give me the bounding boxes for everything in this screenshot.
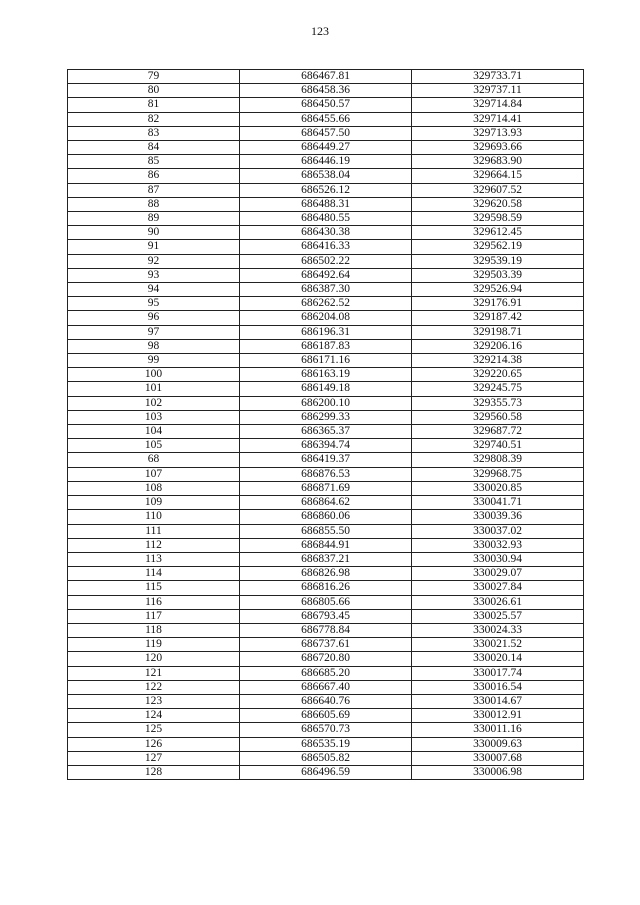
y-coordinate-cell: 329620.58	[412, 197, 584, 211]
x-coordinate-cell: 686805.66	[240, 595, 412, 609]
y-coordinate-cell: 329607.52	[412, 183, 584, 197]
point-number-cell: 114	[68, 567, 240, 581]
x-coordinate-cell: 686163.19	[240, 368, 412, 382]
y-coordinate-cell: 329687.72	[412, 425, 584, 439]
point-number-cell: 98	[68, 339, 240, 353]
point-number-cell: 102	[68, 396, 240, 410]
table-row	[68, 439, 584, 453]
point-number-cell: 94	[68, 283, 240, 297]
table-row	[68, 297, 584, 311]
point-number-cell: 96	[68, 311, 240, 325]
point-number-cell: 86	[68, 169, 240, 183]
y-coordinate-cell: 330016.54	[412, 680, 584, 694]
table-row	[68, 609, 584, 623]
y-coordinate-cell: 329187.42	[412, 311, 584, 325]
x-coordinate-cell: 686538.04	[240, 169, 412, 183]
x-coordinate-cell: 686778.84	[240, 623, 412, 637]
x-coordinate-cell: 686480.55	[240, 212, 412, 226]
point-number-cell: 112	[68, 538, 240, 552]
table-row	[68, 552, 584, 566]
table-row	[68, 98, 584, 112]
x-coordinate-cell: 686149.18	[240, 382, 412, 396]
table-row	[68, 723, 584, 737]
y-coordinate-cell: 329220.65	[412, 368, 584, 382]
table-row	[68, 70, 584, 84]
point-number-cell: 91	[68, 240, 240, 254]
y-coordinate-cell: 330025.57	[412, 609, 584, 623]
y-coordinate-cell: 330029.07	[412, 567, 584, 581]
x-coordinate-cell: 686196.31	[240, 325, 412, 339]
table-row	[68, 694, 584, 708]
table-row	[68, 325, 584, 339]
table-row	[68, 496, 584, 510]
y-coordinate-cell: 330041.71	[412, 496, 584, 510]
table-row	[68, 425, 584, 439]
point-number-cell: 97	[68, 325, 240, 339]
point-number-cell: 126	[68, 737, 240, 751]
point-number-cell: 124	[68, 709, 240, 723]
y-coordinate-cell: 329683.90	[412, 155, 584, 169]
point-number-cell: 113	[68, 552, 240, 566]
table-row	[68, 765, 584, 779]
y-coordinate-cell: 329598.59	[412, 212, 584, 226]
table-row	[68, 581, 584, 595]
table-row	[68, 84, 584, 98]
point-number-cell: 103	[68, 410, 240, 424]
table-row	[68, 268, 584, 282]
x-coordinate-cell: 686640.76	[240, 694, 412, 708]
point-number-cell: 83	[68, 126, 240, 140]
y-coordinate-cell: 330014.67	[412, 694, 584, 708]
x-coordinate-cell: 686855.50	[240, 524, 412, 538]
x-coordinate-cell: 686570.73	[240, 723, 412, 737]
x-coordinate-cell: 686502.22	[240, 254, 412, 268]
table-row	[68, 481, 584, 495]
table-row	[68, 339, 584, 353]
x-coordinate-cell: 686204.08	[240, 311, 412, 325]
x-coordinate-cell: 686793.45	[240, 609, 412, 623]
table-row	[68, 368, 584, 382]
point-number-cell: 93	[68, 268, 240, 282]
point-number-cell: 80	[68, 84, 240, 98]
coordinates-table	[67, 69, 584, 780]
x-coordinate-cell: 686458.36	[240, 84, 412, 98]
y-coordinate-cell: 329539.19	[412, 254, 584, 268]
x-coordinate-cell: 686450.57	[240, 98, 412, 112]
y-coordinate-cell: 329612.45	[412, 226, 584, 240]
x-coordinate-cell: 686605.69	[240, 709, 412, 723]
point-number-cell: 109	[68, 496, 240, 510]
point-number-cell: 110	[68, 510, 240, 524]
point-number-cell: 92	[68, 254, 240, 268]
x-coordinate-cell: 686720.80	[240, 652, 412, 666]
y-coordinate-cell: 329526.94	[412, 283, 584, 297]
x-coordinate-cell: 686467.81	[240, 70, 412, 84]
table-row	[68, 737, 584, 751]
x-coordinate-cell: 686299.33	[240, 410, 412, 424]
table-row	[68, 538, 584, 552]
x-coordinate-cell: 686457.50	[240, 126, 412, 140]
x-coordinate-cell: 686187.83	[240, 339, 412, 353]
x-coordinate-cell: 686446.19	[240, 155, 412, 169]
y-coordinate-cell: 329206.16	[412, 339, 584, 353]
x-coordinate-cell: 686387.30	[240, 283, 412, 297]
x-coordinate-cell: 686816.26	[240, 581, 412, 595]
table-row	[68, 652, 584, 666]
point-number-cell: 128	[68, 765, 240, 779]
table-row	[68, 283, 584, 297]
point-number-cell: 115	[68, 581, 240, 595]
table-row	[68, 311, 584, 325]
y-coordinate-cell: 330021.52	[412, 638, 584, 652]
point-number-cell: 104	[68, 425, 240, 439]
point-number-cell: 122	[68, 680, 240, 694]
table-row	[68, 680, 584, 694]
point-number-cell: 120	[68, 652, 240, 666]
table-row	[68, 112, 584, 126]
table-row	[68, 226, 584, 240]
y-coordinate-cell: 329740.51	[412, 439, 584, 453]
point-number-cell: 127	[68, 751, 240, 765]
x-coordinate-cell: 686876.53	[240, 467, 412, 481]
point-number-cell: 118	[68, 623, 240, 637]
y-coordinate-cell: 330032.93	[412, 538, 584, 552]
x-coordinate-cell: 686492.64	[240, 268, 412, 282]
y-coordinate-cell: 330027.84	[412, 581, 584, 595]
point-number-cell: 108	[68, 481, 240, 495]
x-coordinate-cell: 686365.37	[240, 425, 412, 439]
y-coordinate-cell: 330011.16	[412, 723, 584, 737]
y-coordinate-cell: 329737.11	[412, 84, 584, 98]
point-number-cell: 84	[68, 141, 240, 155]
x-coordinate-cell: 686488.31	[240, 197, 412, 211]
table-body	[68, 70, 584, 780]
table-row	[68, 382, 584, 396]
table-row	[68, 141, 584, 155]
x-coordinate-cell: 686496.59	[240, 765, 412, 779]
table-row	[68, 623, 584, 637]
point-number-cell: 81	[68, 98, 240, 112]
point-number-cell: 89	[68, 212, 240, 226]
point-number-cell: 95	[68, 297, 240, 311]
y-coordinate-cell: 330039.36	[412, 510, 584, 524]
table-row	[68, 510, 584, 524]
y-coordinate-cell: 330009.63	[412, 737, 584, 751]
table-row	[68, 155, 584, 169]
table-row	[68, 212, 584, 226]
x-coordinate-cell: 686844.91	[240, 538, 412, 552]
table-row	[68, 254, 584, 268]
y-coordinate-cell: 330012.91	[412, 709, 584, 723]
table-row	[68, 751, 584, 765]
x-coordinate-cell: 686864.62	[240, 496, 412, 510]
y-coordinate-cell: 330020.85	[412, 481, 584, 495]
table-row	[68, 638, 584, 652]
point-number-cell: 100	[68, 368, 240, 382]
y-coordinate-cell: 330007.68	[412, 751, 584, 765]
x-coordinate-cell: 686449.27	[240, 141, 412, 155]
x-coordinate-cell: 686419.37	[240, 453, 412, 467]
x-coordinate-cell: 686455.66	[240, 112, 412, 126]
y-coordinate-cell: 329245.75	[412, 382, 584, 396]
y-coordinate-cell: 330006.98	[412, 765, 584, 779]
table-row	[68, 453, 584, 467]
point-number-cell: 90	[68, 226, 240, 240]
y-coordinate-cell: 329214.38	[412, 354, 584, 368]
y-coordinate-cell: 330026.61	[412, 595, 584, 609]
x-coordinate-cell: 686826.98	[240, 567, 412, 581]
x-coordinate-cell: 686171.16	[240, 354, 412, 368]
y-coordinate-cell: 329503.39	[412, 268, 584, 282]
x-coordinate-cell: 686200.10	[240, 396, 412, 410]
page-number: 123	[311, 24, 329, 38]
point-number-cell: 68	[68, 453, 240, 467]
y-coordinate-cell: 329198.71	[412, 325, 584, 339]
y-coordinate-cell: 329664.15	[412, 169, 584, 183]
y-coordinate-cell: 329355.73	[412, 396, 584, 410]
point-number-cell: 117	[68, 609, 240, 623]
x-coordinate-cell: 686871.69	[240, 481, 412, 495]
y-coordinate-cell: 329808.39	[412, 453, 584, 467]
x-coordinate-cell: 686262.52	[240, 297, 412, 311]
point-number-cell: 79	[68, 70, 240, 84]
point-number-cell: 121	[68, 666, 240, 680]
y-coordinate-cell: 329560.58	[412, 410, 584, 424]
table-row	[68, 396, 584, 410]
y-coordinate-cell: 330017.74	[412, 666, 584, 680]
point-number-cell: 99	[68, 354, 240, 368]
y-coordinate-cell: 329176.91	[412, 297, 584, 311]
x-coordinate-cell: 686685.20	[240, 666, 412, 680]
point-number-cell: 85	[68, 155, 240, 169]
table-row	[68, 666, 584, 680]
x-coordinate-cell: 686737.61	[240, 638, 412, 652]
table-row	[68, 197, 584, 211]
table-row	[68, 709, 584, 723]
point-number-cell: 87	[68, 183, 240, 197]
table-row	[68, 595, 584, 609]
x-coordinate-cell: 686394.74	[240, 439, 412, 453]
table-row	[68, 183, 584, 197]
point-number-cell: 101	[68, 382, 240, 396]
y-coordinate-cell: 330037.02	[412, 524, 584, 538]
x-coordinate-cell: 686667.40	[240, 680, 412, 694]
table-row	[68, 126, 584, 140]
x-coordinate-cell: 686505.82	[240, 751, 412, 765]
table-row	[68, 567, 584, 581]
point-number-cell: 82	[68, 112, 240, 126]
y-coordinate-cell: 330030.94	[412, 552, 584, 566]
y-coordinate-cell: 329713.93	[412, 126, 584, 140]
y-coordinate-cell: 329968.75	[412, 467, 584, 481]
table-row	[68, 467, 584, 481]
y-coordinate-cell: 329714.41	[412, 112, 584, 126]
table-row	[68, 169, 584, 183]
point-number-cell: 111	[68, 524, 240, 538]
table-row	[68, 410, 584, 424]
y-coordinate-cell: 329693.66	[412, 141, 584, 155]
x-coordinate-cell: 686837.21	[240, 552, 412, 566]
point-number-cell: 107	[68, 467, 240, 481]
point-number-cell: 123	[68, 694, 240, 708]
y-coordinate-cell: 330024.33	[412, 623, 584, 637]
x-coordinate-cell: 686860.06	[240, 510, 412, 524]
point-number-cell: 125	[68, 723, 240, 737]
x-coordinate-cell: 686430.38	[240, 226, 412, 240]
y-coordinate-cell: 329714.84	[412, 98, 584, 112]
point-number-cell: 105	[68, 439, 240, 453]
y-coordinate-cell: 330020.14	[412, 652, 584, 666]
point-number-cell: 88	[68, 197, 240, 211]
x-coordinate-cell: 686416.33	[240, 240, 412, 254]
table-row	[68, 524, 584, 538]
x-coordinate-cell: 686526.12	[240, 183, 412, 197]
point-number-cell: 119	[68, 638, 240, 652]
table-row	[68, 240, 584, 254]
table-row	[68, 354, 584, 368]
y-coordinate-cell: 329733.71	[412, 70, 584, 84]
point-number-cell: 116	[68, 595, 240, 609]
x-coordinate-cell: 686535.19	[240, 737, 412, 751]
y-coordinate-cell: 329562.19	[412, 240, 584, 254]
